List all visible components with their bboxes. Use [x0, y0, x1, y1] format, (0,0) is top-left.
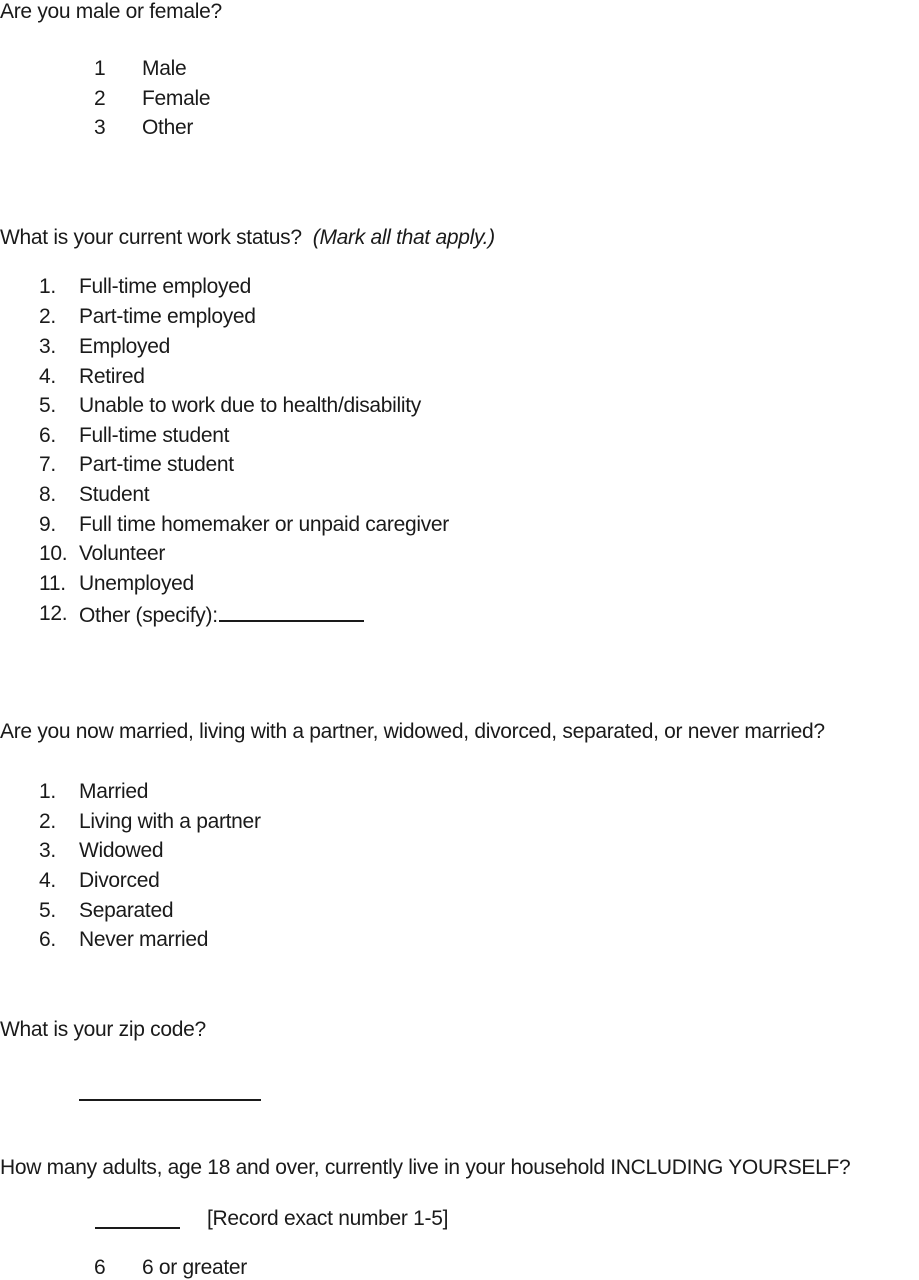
option-number: 4. [39, 365, 56, 388]
question-zip-code: What is your zip code? [0, 1018, 206, 1041]
option-label: Full-time student [79, 424, 230, 447]
option-label: Divorced [79, 869, 160, 892]
option-number: 4. [39, 869, 56, 892]
option-number: 5. [39, 394, 56, 417]
option-number: 7. [39, 453, 56, 476]
question-household-adults: How many adults, age 18 and over, currently live in your household INCLUDING YOURSELF? [0, 1156, 851, 1179]
option-label: Other [142, 116, 194, 139]
option-label: Separated [79, 899, 174, 922]
option-number: 2. [39, 305, 56, 328]
option-label: Retired [79, 365, 145, 388]
option-number: 10. [39, 542, 68, 565]
option-label: Unemployed [79, 572, 194, 595]
option-label-wrap [79, 602, 364, 628]
option-number: 2. [39, 810, 56, 833]
record-note: [Record exact number 1-5] [207, 1207, 449, 1230]
option-number: 3. [39, 839, 56, 862]
option-label: Student [79, 483, 150, 506]
option-label: Female [142, 87, 211, 110]
option-label: Full-time employed [79, 275, 251, 298]
option-number: 9. [39, 513, 56, 536]
option-label: Part-time student [79, 453, 234, 476]
option-label: Full time homemaker or unpaid caregiver [79, 513, 449, 536]
option-number: 3 [94, 116, 106, 139]
question-marital-status: Are you now married, living with a partner, widowed, divorced, separated, or never married? [0, 720, 825, 743]
option-number: 6 [94, 1256, 106, 1279]
option-label: Male [142, 57, 187, 80]
option-label: Never married [79, 928, 209, 951]
option-label: 6 or greater [142, 1256, 247, 1279]
option-number: 5. [39, 899, 56, 922]
option-label: Living with a partner [79, 810, 261, 833]
option-label: Volunteer [79, 542, 166, 565]
option-number: 8. [39, 483, 56, 506]
adult-count-blank-line[interactable] [95, 1227, 180, 1229]
question-work-status [0, 226, 495, 250]
option-number: 6. [39, 424, 56, 447]
specify-blank-line[interactable] [219, 602, 364, 622]
option-number: 6. [39, 928, 56, 951]
option-label: Employed [79, 335, 170, 358]
option-number: 1. [39, 780, 56, 803]
option-label: Part-time employed [79, 305, 256, 328]
option-number: 2 [94, 87, 106, 110]
option-number: 1. [39, 275, 56, 298]
zip-code-blank-line[interactable] [79, 1099, 261, 1101]
option-number: 3. [39, 335, 56, 358]
option-label: Other (specify): [79, 604, 218, 627]
question-instruction: (Mark all that apply.) [312, 226, 495, 249]
option-label: Unable to work due to health/disability [79, 394, 422, 417]
option-label: Widowed [79, 839, 164, 862]
option-number: 11. [39, 572, 66, 595]
option-label: Married [79, 780, 149, 803]
question-text: What is your current work status? [0, 226, 302, 249]
option-number: 1 [94, 57, 106, 80]
option-number: 12. [39, 602, 68, 625]
question-sex: Are you male or female? [0, 0, 222, 23]
